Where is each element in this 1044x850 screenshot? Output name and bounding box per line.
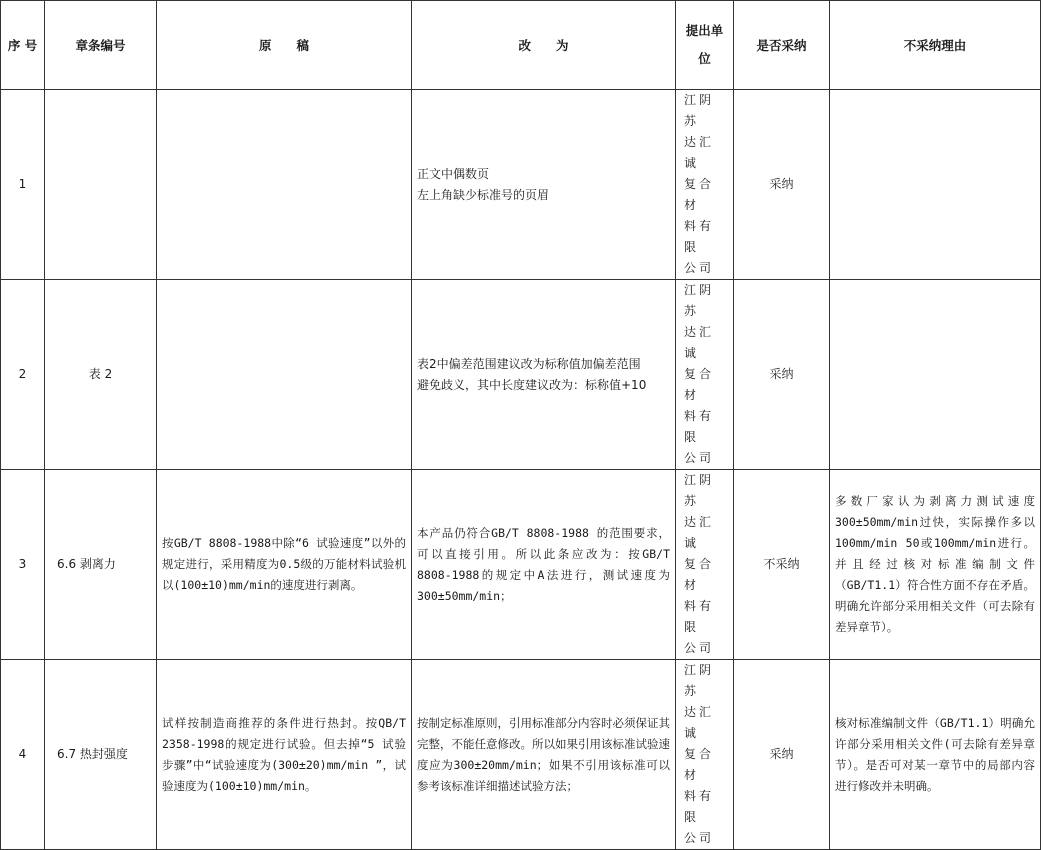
cell-reason — [830, 280, 1041, 470]
cell-original — [157, 280, 412, 470]
header-change: 改 为 — [412, 1, 676, 90]
cell-clause: 表 2 — [45, 280, 157, 470]
cell-unit: 江阴苏 达汇诚 复合材 料有限 公司 — [676, 470, 734, 660]
cell-change: 正文中偶数页 左上角缺少标准号的页眉 — [412, 90, 676, 280]
cell-adopted: 采纳 — [734, 90, 830, 280]
cell-clause: 6.7 热封强度 — [45, 660, 157, 850]
cell-change: 表2中偏差范围建议改为标称值加偏差范围 避免歧义，其中长度建议改为：标称值+10 — [412, 280, 676, 470]
table-row — [1, 280, 1041, 470]
cell-seq: 4 — [1, 660, 45, 850]
cell-unit: 江阴苏 达汇诚 复合材 料有限 公司 — [676, 90, 734, 280]
table-row — [1, 90, 1041, 280]
cell-adopted: 采纳 — [734, 280, 830, 470]
cell-unit: 江阴苏 达汇诚 复合材 料有限 公司 — [676, 280, 734, 470]
cell-adopted: 采纳 — [734, 660, 830, 850]
cell-original: 试样按制造商推荐的条件进行热封。按QB/T 2358-1998的规定进行试验。但去掉“5 试验步骤”中“试验速度为(300±20)mm/min ”，试验速度为(100±10)mm/min。 — [157, 660, 412, 850]
cell-reason — [830, 90, 1041, 280]
header-reason: 不采纳理由 — [830, 1, 1041, 90]
header-row — [1, 1, 1041, 90]
cell-clause — [45, 90, 157, 280]
header-adopted: 是否采纳 — [734, 1, 830, 90]
header-unit: 提出单 位 — [676, 1, 734, 90]
cell-seq: 3 — [1, 470, 45, 660]
table-row — [1, 660, 1041, 850]
cell-seq: 1 — [1, 90, 45, 280]
cell-original — [157, 90, 412, 280]
cell-reason: 核对标准编制文件（GB/T1.1）明确允许部分采用相关文件(可去除有差异章节）。是否可对某一章节中的局部内容进行修改并未明确。 — [830, 660, 1041, 850]
header-clause: 章条编号 — [45, 1, 157, 90]
header-seq: 序 号 — [1, 1, 45, 90]
cell-adopted: 不采纳 — [734, 470, 830, 660]
cell-change: 按制定标准原则，引用标准部分内容时必须保证其完整，不能任意修改。所以如果引用该标准试验速度应为300±20mm/min；如果不引用该标准可以参考该标准详细描述试验方法； — [412, 660, 676, 850]
cell-clause: 6.6 剥离力 — [45, 470, 157, 660]
cell-unit: 江阴苏 达汇诚 复合材 料有限 公司 — [676, 660, 734, 850]
cell-reason: 多数厂家认为剥离力测试速度300±50mm/min过快，实际操作多以100mm/min 50或100mm/min进行。并且经过核对标准编制文件（GB/T1.1）符合性方面不存在矛盾。明确允许部分采用相关文件（可去除有差异章节）。 — [830, 470, 1041, 660]
cell-seq: 2 — [1, 280, 45, 470]
cell-original: 按GB/T 8808-1988中除“6 试验速度”以外的规定进行，采用精度为0.5级的万能材料试验机以(100±10)mm/min的速度进行剥离。 — [157, 470, 412, 660]
table-row — [1, 470, 1041, 660]
header-original: 原 稿 — [157, 1, 412, 90]
cell-change: 本产品仍符合GB/T 8808-1988 的范围要求，可以直接引用。所以此条应改为：按GB/T 8808-1988的规定中A法进行，测试速度为300±50mm/min； — [412, 470, 676, 660]
